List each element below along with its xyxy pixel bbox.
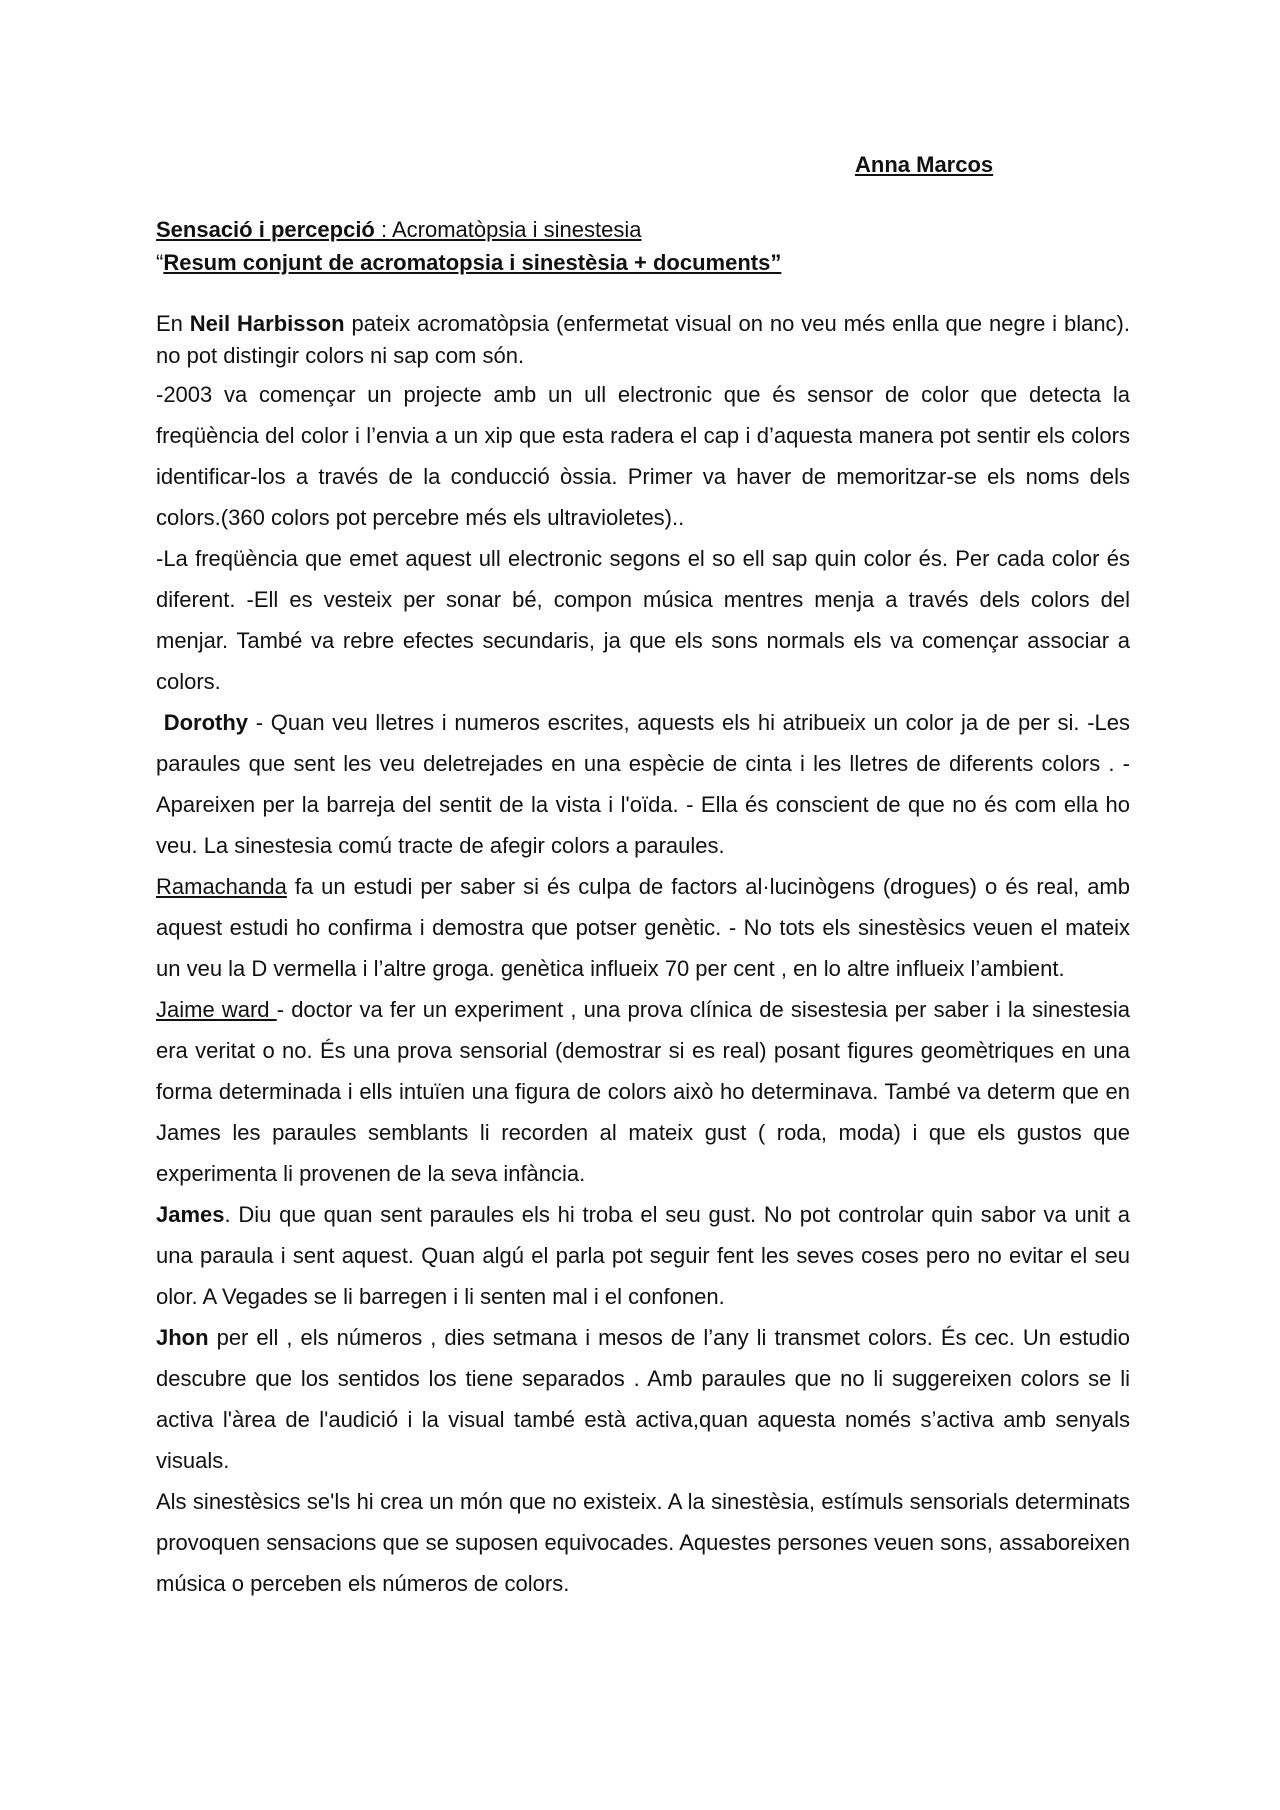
person-name-harbisson: Neil Harbisson — [189, 311, 345, 336]
paragraph-text: pateix acromatòpsia (enfermetat visual on no veu més enlla que negre i blanc). no pot distingir colors ni sap com són. — [156, 311, 1130, 368]
document-title — [156, 217, 641, 243]
subtitle-text: Resum conjunt de acromatopsia i sinestèsia + documents” — [163, 250, 782, 275]
paragraph-project-2003: -2003 va començar un projecte amb un ull electronic que és sensor de color que detecta la freqüència del color i l’envia a un xip que esta radera el cap i d’aquesta manera pot sentir els colors identificar-los a través de la conducció òssia. Primer va haver de memoritzar-se els noms dels colors.(360 colors pot percebre més els ultravioletes).. — [156, 382, 1130, 530]
paragraph-conclusion: Als sinestèsics se'ls hi crea un món que no existeix. A la sinestèsia, estímuls sensorials determinats provoquen sensacions que se suposen equivocades. Aquestes persones veuen sons, assaboreixen música o perceben els números de colors. — [156, 1489, 1130, 1596]
paragraph-lead: En — [156, 311, 190, 336]
subtitle-quote-mark: “ — [156, 250, 164, 275]
title-topic: : Acromatòpsia i sinestesia — [374, 217, 642, 242]
paragraph-frequency: -La freqüència que emet aquest ull electronic segons el so ell sap quin color és. Per cada color és diferent. -Ell es vesteix per sonar bé, compon música mentres menja a través dels colors del menjar. També va rebre efectes secundaris, ja que els sons normals els va començar associar a colors. — [156, 546, 1130, 694]
paragraph-harbisson — [156, 308, 1130, 372]
person-name-ramachanda: Ramachanda — [156, 874, 287, 899]
paragraph-text: . Diu que quan sent paraules els hi troba el seu gust. No pot controlar quin sabor va unit a una paraula i sent aquest. Quan algú el parla pot seguir fent les seves coses pero no evitar el seu olor. A Vegades se li barregen i li senten mal i el confonen. — [156, 1202, 1130, 1309]
paragraph-jaime-ward — [156, 989, 1130, 1194]
paragraph-dorothy — [156, 702, 1130, 866]
document-body — [156, 308, 1130, 1604]
person-name-jaime-ward: Jaime ward — [156, 997, 277, 1022]
paragraph-text: - doctor va fer un experiment , una prova clínica de sisestesia per saber i la sinestesia era veritat o no. És una prova sensorial (demostrar si es real) posant figures geomètriques en una forma determinada i ells intuïen una figura de colors això ho determinava. També va determ que en James les paraules semblants li recorden al mateix gust ( roda, moda) i que els gustos que experimenta li provenen de la seva infància. — [156, 997, 1130, 1186]
title-label: Sensació i percepció — [156, 217, 375, 242]
person-name-jhon: Jhon — [156, 1325, 209, 1350]
paragraph-text: fa un estudi per saber si és culpa de factors al·lucinògens (drogues) o és real, amb aquest estudi ho confirma i demostra que potser genètic. - No tots els sinestèsics veuen el mateix un veu la D vermella i l’altre groga. genètica influeix 70 per cent , en lo altre influeix l’ambient. — [156, 874, 1130, 981]
paragraph-jhon — [156, 1317, 1130, 1481]
person-name-james: James — [156, 1202, 225, 1227]
paragraph-text: - Quan veu lletres i numeros escrites, aquests els hi atribueix un color ja de per si. -Les paraules que sent les veu deletrejades en una espècie de cinta i les lletres de diferents colors . -Apareixen per la barreja del sentit de la vista i l'oïda. - Ella és conscient de que no és com ella ho veu. La sinestesia comú tracte de afegir colors a paraules. — [156, 710, 1130, 858]
author-name: Anna Marcos — [855, 152, 994, 177]
document-subtitle — [156, 250, 781, 276]
paragraph-ramachanda — [156, 866, 1130, 989]
person-name-dorothy: Dorothy — [163, 710, 249, 735]
paragraph-text: per ell , els números , dies setmana i mesos de l’any li transmet colors. És cec. Un estudio descubre que los sentidos los tiene separados . Amb paraules que no li suggereixen colors se li activa l'àrea de l'audició i la visual també està activa,quan aquesta només s’activa amb senyals visuals. — [156, 1325, 1130, 1473]
paragraph-james — [156, 1194, 1130, 1317]
